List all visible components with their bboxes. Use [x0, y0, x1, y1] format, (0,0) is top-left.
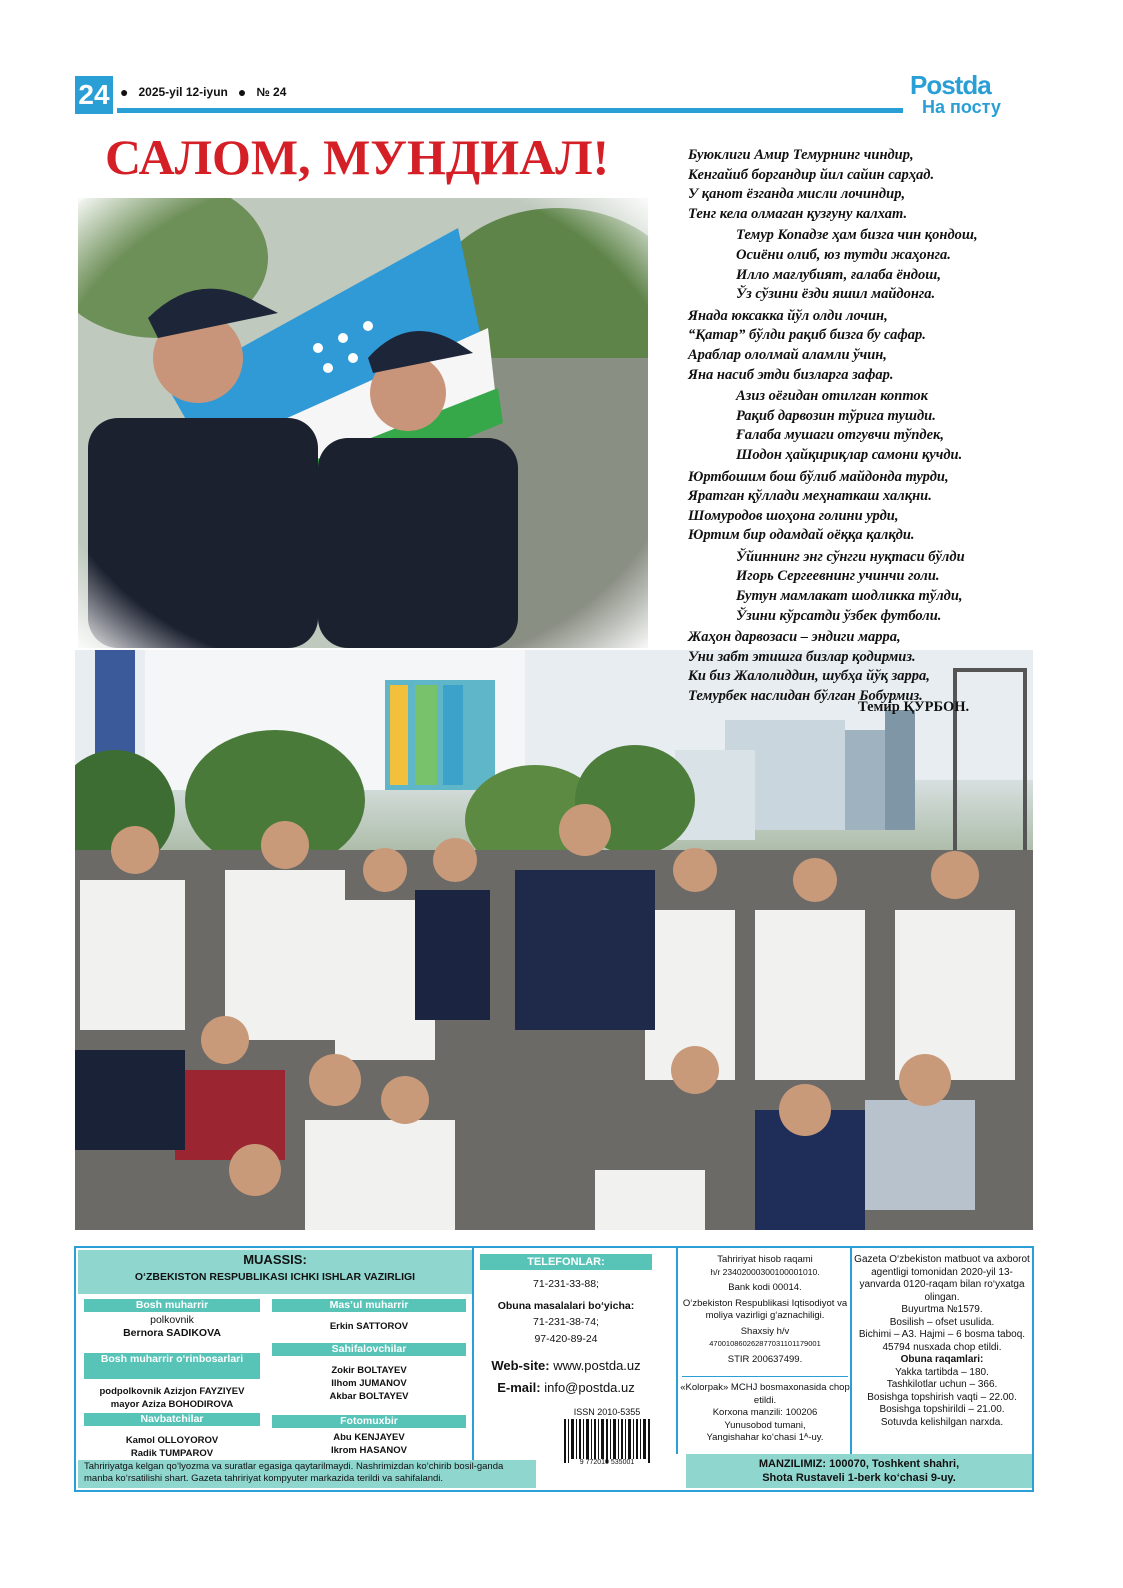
issue-date: 2025-yil 12-iyun [138, 85, 228, 99]
issue-number: № 24 [256, 85, 287, 99]
poem [688, 146, 1028, 709]
poem-stanza [688, 387, 1028, 465]
bank-line: Tahririyat hisob raqami [717, 1254, 813, 1265]
poem-line: Ки биз Жалолиддин, шубҳа йўқ зарра, [688, 668, 930, 685]
poem-line: Илло мағлубият, ғалаба ёндош, [736, 266, 941, 283]
page-number: 24 [75, 76, 113, 114]
registration-details [854, 1254, 1030, 1429]
index-line: Sotuvda kelishilgan narxda. [880, 1416, 1004, 1428]
resp-editor-name: Erkin SATTOROV [329, 1321, 409, 1332]
newspaper-logo [910, 72, 1040, 120]
bank-line: Shaxsiy h/v [740, 1326, 790, 1337]
logo-cyrillic: На посту [922, 97, 1001, 117]
chief-editor-name: Bernora SADIKOVA [123, 1327, 221, 1339]
duty-1: Kamol OLLOYOROV [125, 1435, 219, 1446]
printer-line: «Kolorpak» MCHJ bosmaxonasida chop etildi. [680, 1382, 850, 1406]
photo-label: Fotomuxbir [272, 1415, 466, 1428]
printer-line: Yangishahar ko‘chasi 1ᴬ-uy. [706, 1432, 824, 1443]
duty-2: Radik TUMPAROV [130, 1448, 214, 1459]
email-line [480, 1380, 652, 1396]
layout-1: Zokir BOLTAYEV [331, 1365, 407, 1376]
poem-line: Бутун мамлакат шодликка тўлди, [736, 588, 963, 605]
poem-stanza [688, 548, 1028, 626]
registration-line: Gazeta O‘zbekiston matbuot va axborot agentligi tomonidan 2020-yil 13-yanvarda 0120-raqam bilan ro‘yxatga olingan. [854, 1254, 1030, 1303]
layout-3: Akbar BOLTAYEV [329, 1391, 409, 1402]
website-line [480, 1358, 652, 1374]
poem-line: Юртим бир одамдай оёққа қалқди. [688, 527, 915, 544]
bank-line: Bank kodi 00014. [728, 1282, 802, 1293]
poem-line: Кенгайиб боргандир йил сайин сарҳад. [688, 166, 935, 183]
deputy-1: podpolkovnik Azizjon FAYZIYEV [99, 1386, 245, 1397]
police-photo-drawing [78, 198, 648, 648]
poem-line: Уни забт этишга бизлар қодирмиз. [688, 648, 916, 665]
address-line-1: MANZILIMIZ: 100070, Toshkent shahri, [758, 1458, 960, 1470]
header-info [120, 84, 286, 100]
poem-line: У қанот ёзганда мисли лочиндир, [688, 186, 906, 203]
layout-label: Sahifalovchilar [272, 1343, 466, 1356]
poem-line: Яна насиб этди бизларга зафар. [688, 366, 894, 383]
email-link[interactable]: info@postda.uz [544, 1380, 635, 1395]
barcode [562, 1419, 652, 1469]
bank-details [680, 1254, 850, 1366]
duty-label: Navbatchilar [84, 1413, 260, 1426]
divider [472, 1248, 474, 1460]
subscription-label: Obuna masalalari bo‘yicha: [497, 1300, 635, 1312]
index-line: Yakka tartibda – 180. [895, 1366, 989, 1378]
bullet-icon: ● [120, 84, 129, 100]
poem-line: Ғалаба мушаги отгувчи тўпдек, [736, 427, 945, 444]
printer-line: Korxona manzili: 100206 [712, 1407, 818, 1418]
divider [850, 1248, 852, 1454]
chief-editor-rank: polkovnik [150, 1314, 194, 1326]
poem-line: Рақиб дарвозин тўрига тушди. [736, 407, 936, 424]
index-line: Bosishga topshirildi – 21.00. [879, 1404, 1005, 1415]
subscription-phone-2: 97-420-89-24 [534, 1333, 598, 1345]
logo-latin: Postda [910, 70, 991, 100]
founder-name: O‘ZBEKISTON RESPUBLIKASI ICHKI ISHLAR VAZIRLIGI [134, 1271, 416, 1283]
poem-line: Яратган қўллади меҳнаткаш халқни. [688, 488, 932, 505]
imprint-box [74, 1246, 1034, 1492]
address-block [686, 1454, 1032, 1488]
founder-block [78, 1250, 472, 1294]
poem-line: Тенг кела олмаган қузғуну калхат. [688, 205, 908, 222]
poem-line: Осиёни олиб, юз тутди жаҳонга. [736, 246, 951, 263]
photographer-1: Abu KENJAYEV [333, 1432, 405, 1443]
poem-line: Ўз сўзини ёзди яшил майдонга. [736, 286, 936, 303]
registration-line: Bosilish – ofset usulida. [889, 1316, 995, 1328]
barcode-number: 9 772010 535001 [579, 1459, 635, 1466]
main-phone: 71-231-33-88; [533, 1278, 599, 1290]
article-title: САЛОМ, МУНДИАЛ! [105, 129, 610, 185]
poem-line: Жаҳон дарвозаси – эндиги марра, [688, 629, 901, 646]
founder-label: MUASSIS: [243, 1252, 307, 1267]
chief-editor-label: Bosh muharrir [84, 1299, 260, 1312]
bank-line: STIR 200637499. [727, 1354, 803, 1365]
index-label: Obuna raqamlari: [900, 1354, 984, 1365]
poem-line: Шодон ҳайқириқлар самони қучди. [736, 446, 963, 463]
divider [682, 1376, 848, 1377]
deputy-2: mayor Aziza BOHODIROVA [110, 1399, 234, 1410]
email-label: E-mail: [497, 1380, 541, 1395]
poem-line: Араблар ололмай аламли ўчин, [688, 346, 887, 363]
registration-line: Bichimi – A3. Hajmi – 6 bosma taboq. 45794 nusxada chop etildi. [858, 1329, 1026, 1353]
bank-line: 470010860262877031101179001 [709, 1339, 821, 1348]
issn: ISSN 2010-5355 [573, 1407, 641, 1417]
copyright-notice: Tahririyatga kelgan qo‘lyozma va suratlar egasiga qaytarilmaydi. Nashrimizdan ko‘chirib bosil-ganda manba ko‘rsatilishi shart. Gazeta tahririyat kompyuter markazida terildi va sahifalandi. [78, 1460, 536, 1488]
poem-line: Шомуродов шоҳона голини урди, [688, 507, 899, 524]
phones-label: TELEFONLAR: [480, 1254, 652, 1270]
crowd-photo [75, 650, 1033, 1230]
poem-line: Игорь Сергеевнинг учинчи голи. [736, 568, 940, 585]
poem-line: Азиз оёғидан отилган копток [736, 388, 929, 405]
registration-line: Buyurtma №1579. [901, 1304, 983, 1315]
subscription-phone-1: 71-231-38-74; [533, 1316, 599, 1328]
photographer-2: Ikrom HASANOV [330, 1445, 407, 1456]
poem-line: “Қатар” бўлди рақиб бизга бу сафар. [688, 327, 926, 344]
index-line: Bosishga topshirish vaqti – 22.00. [867, 1391, 1017, 1403]
bullet-icon: ● [237, 84, 247, 100]
bank-line: h/r 23402000300100001010. [710, 1267, 820, 1277]
poem-author: Темир ҚУРБОН. [858, 699, 970, 715]
divider [676, 1248, 678, 1454]
printer-line: Yunusobod tumani, [724, 1419, 806, 1431]
poem-line: Буюклиги Амир Темурнинг чиндир, [688, 147, 914, 163]
website-link[interactable]: www.postda.uz [553, 1358, 641, 1373]
poem-stanza [688, 307, 1028, 385]
crowd-photo-drawing [75, 650, 1033, 1230]
address-line-2: Shota Rustaveli 1-berk ko‘chasi 9-uy. [762, 1472, 956, 1484]
poem-stanza [688, 628, 1028, 706]
poem-line: Ўйиннинг энг сўнгги нуқтаси бўлди [736, 548, 965, 565]
poem-line: Ўзини кўрсатди ўзбек футболи. [736, 607, 942, 624]
police-officers-photo [78, 198, 648, 648]
poem-line: Янада юксакка йўл олди лочин, [688, 307, 888, 324]
poem-stanza [688, 226, 1028, 304]
printer-details [680, 1382, 850, 1445]
resp-editor-label: Mas’ul muharrir [272, 1299, 466, 1312]
poem-stanza [688, 468, 1028, 546]
bank-line: O‘zbekiston Respublikasi Iqtisodiyot va moliya vazirligi g‘aznachiligi. [682, 1298, 848, 1321]
poem-line: Юртбошим бош бўлиб майдонда турди, [688, 468, 949, 485]
website-label: Web-site: [491, 1358, 550, 1373]
poem-line: Темурбек наслидан бўлган Бобурмиз. [688, 688, 923, 705]
index-line: Tashkilotlar uchun – 366. [886, 1379, 998, 1390]
poem-stanza [688, 146, 1028, 224]
layout-2: Ilhom JUMANOV [331, 1378, 407, 1389]
deputies-label: Bosh muharrir o‘rinbosarlari [84, 1353, 260, 1379]
header-rule [117, 108, 903, 113]
poem-line: Темур Копадзе ҳам бизга чин қондош, [736, 227, 978, 244]
